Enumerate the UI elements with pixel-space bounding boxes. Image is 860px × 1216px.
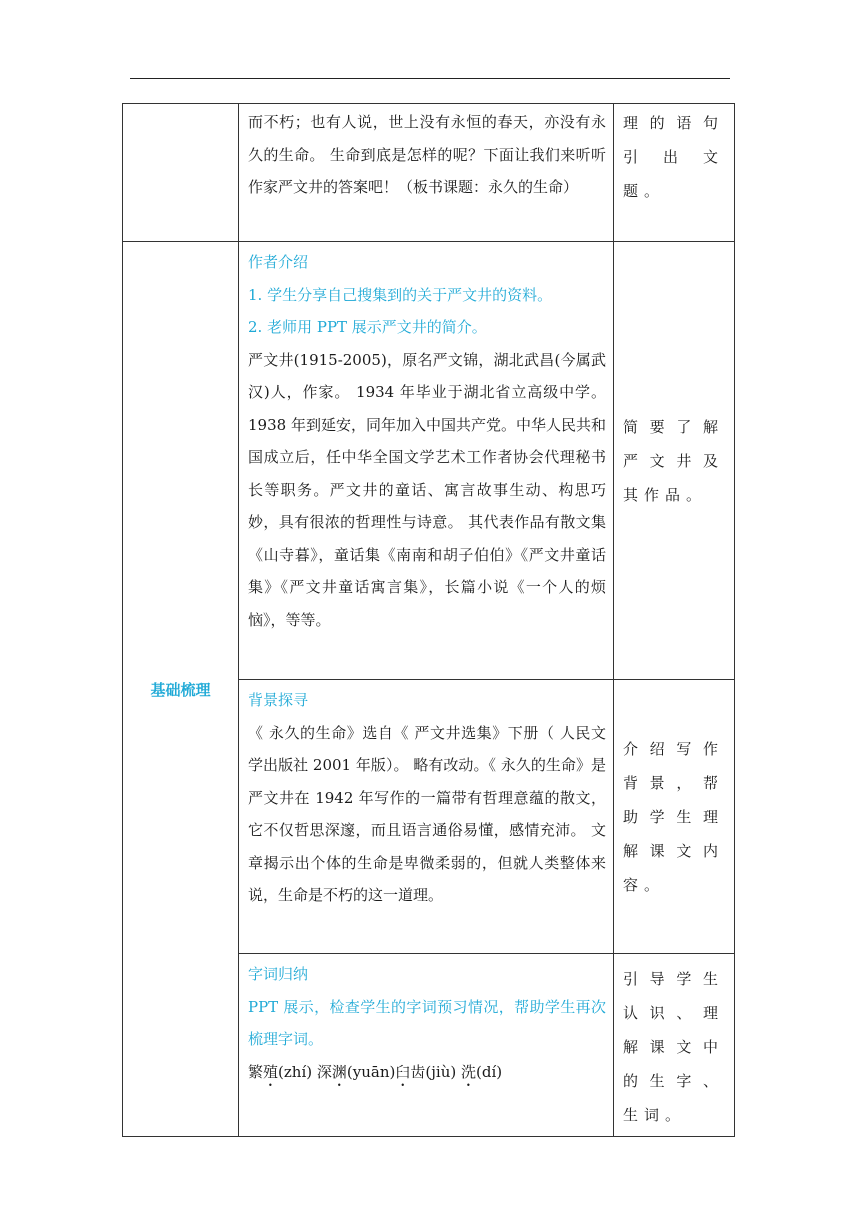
intro-label-cell	[123, 104, 239, 242]
author-content-cell	[239, 242, 614, 680]
author-step-2: 2. 老师用 PPT 展示严文井的简介。	[248, 318, 487, 336]
section-label-cell	[123, 242, 239, 1137]
intro-note-cell	[614, 104, 735, 242]
author-step-1: 1. 学生分享自己搜集到的关于严文井的资料。	[248, 285, 553, 304]
intro-row	[123, 104, 735, 242]
vocab-word: 繁殖(zhí)	[248, 1062, 313, 1081]
vocab-word: 臼齿(jiù)	[395, 1062, 457, 1081]
author-row	[123, 242, 735, 680]
background-note-cell	[614, 680, 735, 954]
vocab-word: 深渊(yuān)	[316, 1062, 396, 1081]
intro-note: 理的语句引出文题。	[623, 114, 724, 200]
intro-content: 而不朽；也有人说，世上没有永恒的春天，亦没有永久的生命。 生命到底是怎样的呢？下面让我们来听听作家严文井的答案吧！（板书课题：永久的生命）	[248, 113, 606, 196]
vocab-instruction: PPT 展示，检查学生的字词预习情况，帮助学生再次梳理字词。	[248, 997, 606, 1048]
vocab-content-cell	[239, 954, 614, 1137]
author-note: 简要了解严文井及其作品。	[623, 417, 724, 504]
author-note-cell	[614, 242, 735, 680]
author-heading: 作者介绍	[248, 253, 309, 271]
vocab-word-list	[248, 1056, 606, 1090]
vocab-note-cell	[614, 954, 735, 1137]
author-body: 严文井(1915-2005)，原名严文锦，湖北武昌(今属武汉)人，作家。 1934 年毕业于湖北省立高级中学。1938 年到延安，同年加入中国共产党。中华人民共和国成立后，任中华全国文学艺术工作者协会代理秘书长等职务。严文井的童话、寓言故事生动、构思巧妙，具有很浓的哲理性与诗意。 其代表作品有散文集《山寺暮》，童话集《南南和胡子伯伯》《严文井童话集》《严文井童话寓言集》，长篇小说《一个人的烦恼》，等等。	[248, 350, 606, 629]
background-heading: 背景探寻	[248, 691, 309, 709]
section-label: 基础梳理	[150, 680, 211, 699]
vocab-heading: 字词归纳	[248, 965, 309, 983]
lesson-plan-table	[122, 103, 735, 1137]
header-rule	[130, 78, 730, 79]
background-content-cell	[239, 680, 614, 954]
intro-content-cell	[239, 104, 614, 242]
background-body: 《 永久的生命》选自《 严文井选集》下册（ 人民文学出版社 2001 年版）。 略有改动。《 永久的生命》是严文井在 1942 年写作的一篇带有哲理意蕴的散文，它不仅哲思深邃，而且语言通俗易懂，感情充沛。 文章揭示出个体的生命是卑微柔弱的，但就人类整体来说，生命是不朽的这一道理。	[248, 723, 606, 904]
background-note: 介绍写作背景，帮助学生理解课文内容。	[623, 739, 724, 894]
vocab-word: 洗(dí)	[461, 1062, 503, 1081]
vocab-note: 引导学生认识、理解课文中的生字、生词。	[623, 970, 724, 1124]
